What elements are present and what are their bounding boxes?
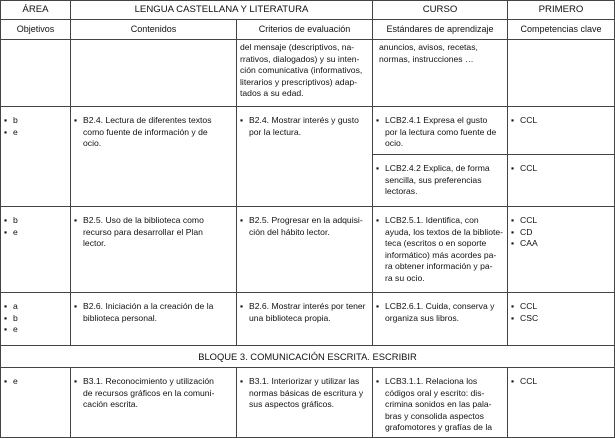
criterio-cell: ▪ B2.6. Mostrar interés por tener una biblioteca propia. — [237, 293, 373, 346]
header-row — [1, 1, 615, 20]
competencias-cell: ▪ CCL — [508, 155, 615, 207]
objetivos-cell: ▪ b ▪ e — [1, 207, 71, 293]
contenido-cell: ▪ B3.1. Reconocimiento y utilización de recursos gráficos en la comuni- cación escrita. — [71, 368, 237, 438]
objetivos-cell — [1, 107, 71, 207]
contenido-cell: ▪ B2.4. Lectura de diferentes textos como fuente de información y de ocio. — [71, 107, 237, 207]
criterio-cell: ▪ B2.4. Mostrar interés y gusto por la lectura. — [237, 107, 373, 207]
list-item: ▪ b — [4, 115, 18, 125]
list-item: ▪ e — [4, 126, 18, 137]
competencias-cell: ▪ CCL — [508, 107, 615, 155]
curso-header: CURSO — [373, 1, 508, 20]
estandar-cell: ▪ LCB3.1.1. Relaciona los códigos oral y escrito: dis- crimina sonidos en las pala- bras y consolida aspectos grafomotores y grafías de la — [373, 368, 508, 438]
estandar-cell: ▪ LCB2.4.2 Explica, de forma sencilla, sus preferencias lectoras. — [373, 155, 508, 207]
estandar-cell: ▪ LCB2.6.1. Cuida, conserva y organiza sus libros. — [373, 293, 508, 346]
estandares-header: Estándares de aprendizaje — [373, 20, 508, 40]
objetivos-cell: ▪ e — [1, 368, 71, 438]
continuation-objetivos — [1, 40, 71, 107]
continuation-competencias — [508, 40, 615, 107]
table-row — [1, 207, 615, 293]
bloque-row — [1, 346, 615, 368]
competencias-cell: ▪ CCL — [508, 368, 615, 438]
continuation-row — [1, 40, 615, 107]
criterio-cell: ▪ B2.5. Progresar en la adquisi- ción del hábito lector. — [237, 207, 373, 293]
area-header: ÁREA — [1, 1, 71, 20]
subject-header: LENGUA CASTELLANA Y LITERATURA — [71, 1, 373, 20]
criterios-header: Criterios de evaluación — [237, 20, 373, 40]
competencias-cell: ▪ CCL ▪ CSC — [508, 293, 615, 346]
contenido-cell: ▪ B2.6. Iniciación a la creación de la biblioteca personal. — [71, 293, 237, 346]
estandar-cell: ▪ LCB2.4.1 Expresa el gusto por la lectura como fuente de ocio. — [373, 107, 508, 155]
contenidos-header: Contenidos — [71, 20, 237, 40]
continuation-estandar: anuncios, avisos, recetas, normas, instrucciones … — [373, 40, 508, 107]
table-row — [1, 293, 615, 346]
bloque-title: BLOQUE 3. COMUNICACIÓN ESCRITA. ESCRIBIR — [1, 346, 615, 368]
table-row — [1, 107, 615, 155]
competencias-header: Competencias clave — [508, 20, 615, 40]
subheader-row — [1, 20, 615, 40]
objetivos-header: Objetivos — [1, 20, 71, 40]
continuation-contenido — [71, 40, 237, 107]
estandar-cell: ▪ LCB2.5.1. Identifica, con ayuda, los textos de la bibliote- teca (escritos o en soporte informático) más acordes pa- ra obtener información y pa- ra su ocio. — [373, 207, 508, 293]
criterio-cell: ▪ B3.1. Interiorizar y utilizar las normas básicas de escritura y sus aspectos gráficos. — [237, 368, 373, 438]
table-row — [1, 368, 615, 438]
continuation-criterio: del mensaje (descriptivos, na- rrativos, dialogados) y su inten- ción comunicativa (informativos, literarios y prescriptivos) adap- tados a su edad. — [237, 40, 373, 107]
curso-value: PRIMERO — [508, 1, 615, 20]
contenido-cell: ▪ B2.5. Uso de la biblioteca como recurso para desarrollar el Plan lector. — [71, 207, 237, 293]
competencias-cell: ▪ CCL ▪ CD ▪ CAA — [508, 207, 615, 293]
objetivos-cell: ▪ a ▪ b ▪ e — [1, 293, 71, 346]
